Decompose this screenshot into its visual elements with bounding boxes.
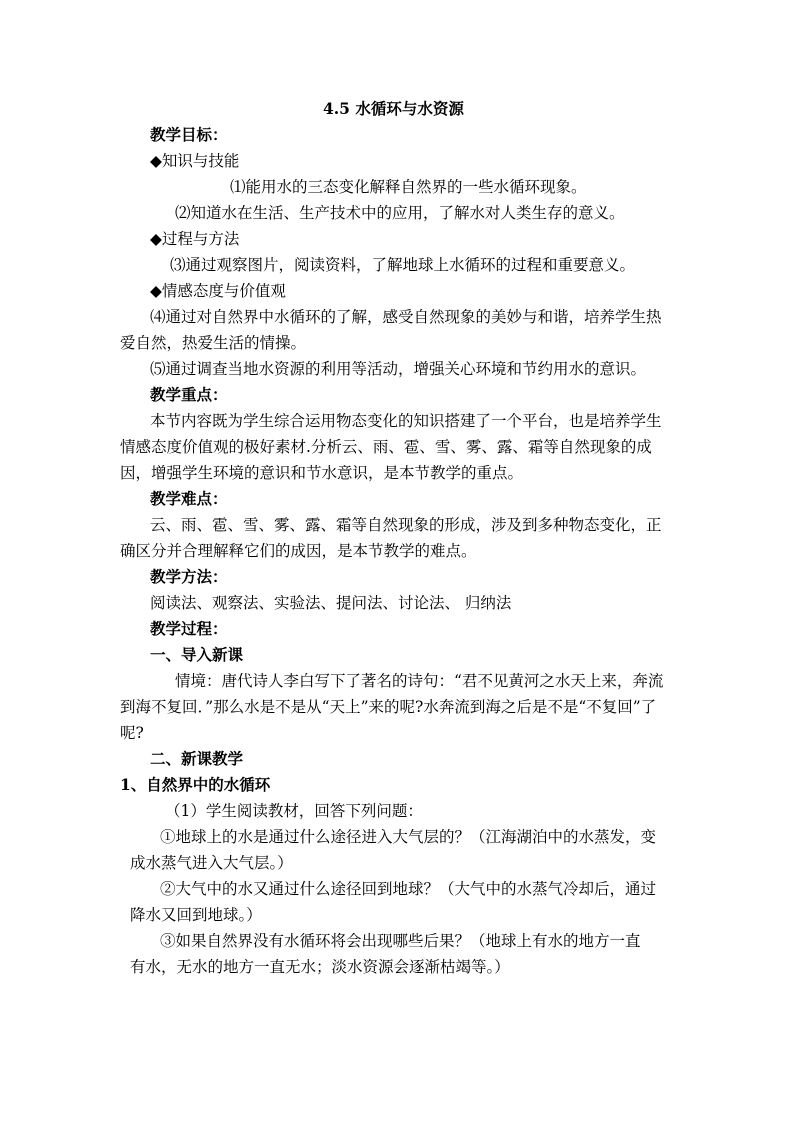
intro-line-3: 呢? [120, 724, 144, 742]
emotion-heading: ◆情感态度与价值观 [150, 282, 286, 300]
intro-line-2: 到海不复回．”那么水是不是从“天上”来的呢?水奔流到海之后是不是“不复回”了 [120, 698, 657, 716]
difficulties-line-1: 云、雨、雹、雪、雾、露、霜等自然现象的形成，涉及到多种物态变化，正 [150, 516, 662, 534]
goal-2: ⑵知道水在生活、生产技术中的应用，了解水对人类生存的意义。 [175, 204, 625, 222]
subsection-1-heading: 1、自然界中的水循环 [120, 775, 271, 794]
goal-3: ⑶通过观察图片，阅读资料，了解地球上水循环的过程和重要意义。 [170, 256, 636, 274]
process-method-heading: ◆过程与方法 [150, 230, 240, 248]
question-2-line-2: 降水又回到地球。） [130, 906, 262, 924]
doc-title: 4.5 水循环与水资源 [323, 99, 464, 118]
goal-4-line-1: ⑷通过对自然界中水循环的了解，感受自然现象的美妙与和谐，培养学生热 [150, 308, 662, 326]
key-points-line-2: 情感态度价值观的极好素材.分析云、雨、雹、雪、雾、露、霜等自然现象的成 [120, 438, 652, 456]
question-2-line-1: ②大气中的水又通过什么途径回到地球？（大气中的水蒸气冷却后，通过 [160, 880, 657, 898]
knowledge-skills-heading: ◆知识与技能 [150, 152, 240, 170]
question-1-line-1: ①地球上的水是通过什么途径进入大气层的？（江海湖泊中的水蒸发，变 [160, 828, 657, 846]
key-points-heading: 教学重点： [150, 385, 228, 404]
process-heading: 教学过程： [150, 619, 228, 638]
difficulties-line-2: 确区分并合理解释它们的成因，是本节教学的难点。 [120, 542, 477, 560]
section-2-heading: 二、新课教学 [150, 749, 244, 768]
question-3-line-1: ③如果自然界没有水循环将会出现哪些后果？（地球上有水的地方一直 [160, 932, 641, 950]
key-points-line-3: 因，增强学生环境的意识和节水意识，是本节教学的重点。 [120, 464, 524, 482]
difficulties-heading: 教学难点： [150, 489, 228, 508]
key-points-line-1: 本节内容既为学生综合运用物态变化的知识搭建了一个平台，也是培养学生 [150, 412, 662, 430]
question-1-line-2: 成水蒸气进入大气层。） [130, 854, 293, 872]
section-1-heading: 一、导入新课 [150, 645, 244, 664]
intro-line-1: 情境：唐代诗人李白写下了著名的诗句：“君不见黄河之水天上来，奔流 [175, 672, 664, 690]
methods-heading: 教学方法： [150, 567, 228, 586]
goal-4-line-2: 爱自然，热爱生活的情操。 [120, 334, 307, 352]
questions-intro: （1）学生阅读教材，回答下列问题： [165, 802, 423, 820]
question-3-line-2: 有水，无水的地方一直无水；淡水资源会逐渐枯竭等。） [130, 958, 510, 976]
methods-text: 阅读法、观察法、实验法、提问法、讨论法、 归纳法 [150, 594, 512, 612]
goal-1: ⑴能用水的三态变化解释自然界的一些水循环现象。 [230, 178, 587, 196]
goals-heading: 教学目标： [150, 125, 228, 144]
goal-5: ⑸通过调查当地水资源的利用等活动，增强关心环境和节约用水的意识。 [150, 360, 647, 378]
